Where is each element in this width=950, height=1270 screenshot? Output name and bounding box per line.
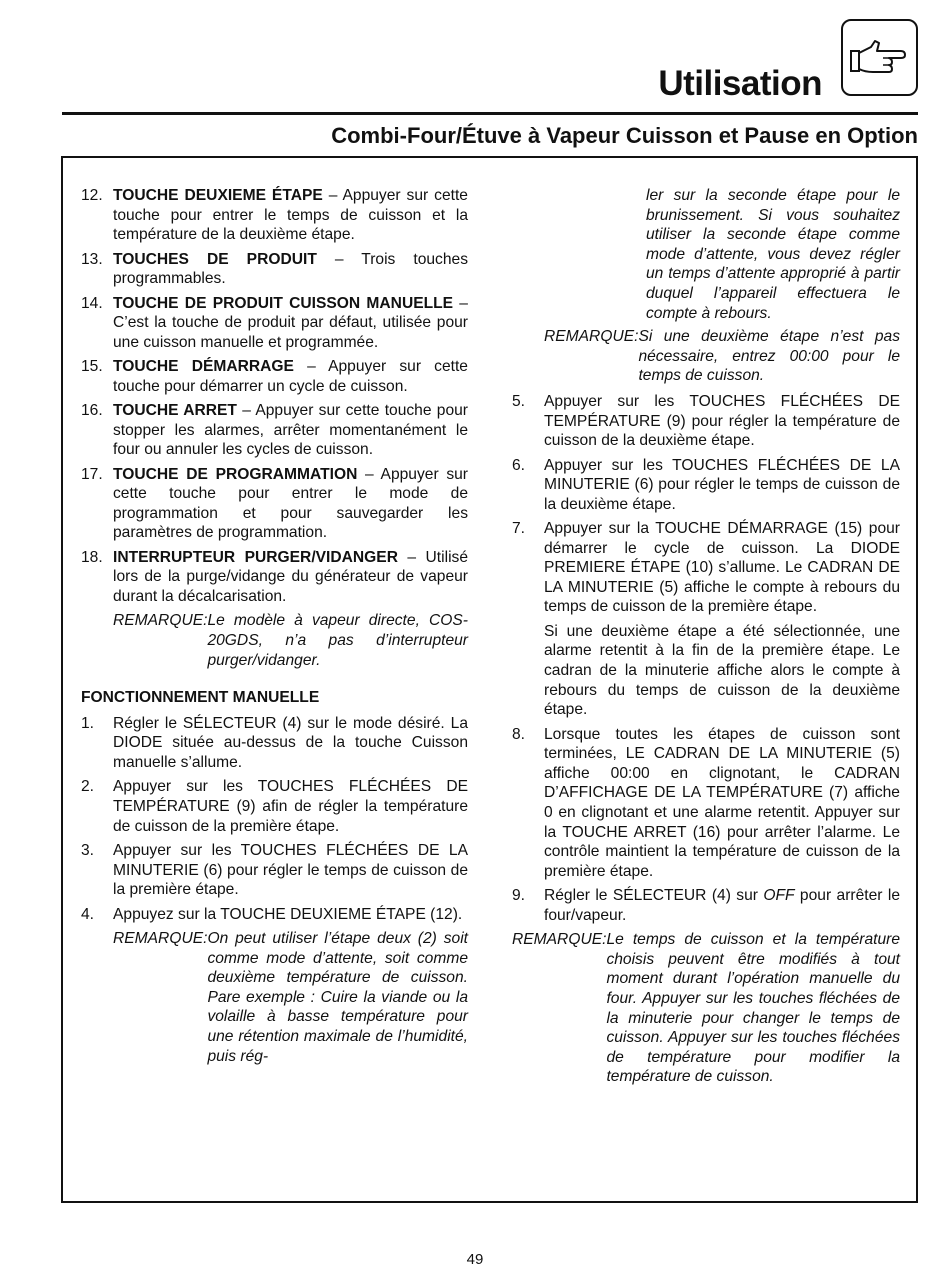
- step-text-off: OFF: [763, 887, 795, 905]
- list-item: [81, 250, 468, 289]
- remark-note: [81, 611, 468, 670]
- step-item: [512, 886, 900, 925]
- step-number: 9.: [512, 887, 526, 905]
- item-number: 13.: [81, 250, 103, 268]
- remark-label: REMARQUE:: [113, 929, 208, 947]
- step-text: Appuyez sur la TOUCHE DEUXIEME ÉTAPE (12).: [113, 905, 463, 923]
- list-item: [81, 186, 468, 245]
- step-text: Appuyer sur les TOUCHES FLÉCHÉES DE TEMPÉRATURE (9) pour régler la température de cuisson de la deuxième étape.: [544, 392, 900, 450]
- remark-text: Le temps de cuisson et la température choisis peuvent être modifiés à tout moment durant l’opération manuelle du four. Appuyer sur les touches fléchées de la minuterie pour changer le temps de cuisson. Appuyer sur les touches fléchées de température pour modifier la température de cuisson.: [606, 931, 900, 1086]
- remark-label: REMARQUE:: [113, 612, 208, 630]
- item-text: – Appuyer sur cette touche pour entrer le temps de cuisson et la température de la deuxième étape.: [113, 187, 468, 244]
- right-column: [512, 186, 900, 1093]
- item-label: INTERRUPTEUR PURGER/VIDANGER: [113, 548, 398, 566]
- remark-text: Si une deuxième étape n’est pas nécessaire, entrez 00:00 pour le temps de cuisson.: [638, 328, 900, 385]
- step-text: Régler le SÉLECTEUR (4) sur le mode désiré. La DIODE située au-dessus de la touche Cuisson manuelle s’allume.: [113, 714, 468, 772]
- step-text: Appuyer sur les TOUCHES FLÉCHÉES DE LA MINUTERIE (6) pour régler le temps de cuisson de la première étape.: [113, 841, 468, 899]
- remark-text: On peut utiliser l’étape deux (2) soit comme mode d’attente, soit comme deuxième température de cuisson. Pare exemple : Cuire la viande ou la volaille à basse température pour une rétention maximale de l’humidité, puis rég-: [207, 929, 468, 1065]
- step-number: 2.: [81, 778, 95, 796]
- step-item: [512, 519, 900, 617]
- item-number: 15.: [81, 358, 103, 376]
- item-number: 18.: [81, 548, 103, 566]
- item-text: – Appuyer sur cette touche pour stopper les alarmes, arrêter momentanément le four ou annuler les cycles de cuisson.: [113, 402, 468, 459]
- item-label: TOUCHE ARRET: [113, 402, 237, 420]
- step-number: 8.: [512, 725, 526, 743]
- item-number: 14.: [81, 294, 103, 312]
- list-item: [81, 548, 468, 607]
- item-text: – Appuyer sur cette touche pour démarrer un cycle de cuisson.: [113, 358, 468, 395]
- step-number: 3.: [81, 841, 95, 859]
- item-label: TOUCHE DÉMARRAGE: [113, 358, 294, 376]
- item-number: 16.: [81, 402, 103, 420]
- remark-note: [512, 930, 900, 1087]
- remark-continuation: ler sur la seconde étape pour le brunissement. Si vous souhaitez utiliser la seconde étape comme mode d’attente, vous devez régler un temps d’attente approprié à partir duquel l’appareil effectuera le compte à rebours.: [646, 187, 900, 322]
- item-label: TOUCHE DEUXIEME ÉTAPE: [113, 187, 323, 204]
- item-label: TOUCHES DE PRODUIT: [113, 250, 317, 268]
- step-number: 4.: [81, 905, 95, 923]
- item-number: 17.: [81, 465, 103, 483]
- step-item: [512, 456, 900, 515]
- header-rule: [62, 112, 918, 115]
- list-item: [81, 465, 468, 543]
- list-item: [81, 401, 468, 460]
- page-title: Utilisation: [658, 64, 822, 103]
- section-heading: FONCTIONNEMENT MANUELLE: [81, 689, 320, 707]
- list-item: [81, 294, 468, 353]
- step-item: [512, 725, 900, 882]
- item-text: – C’est la touche de produit par défaut, utilisée pour une cuisson manuelle et programmée.: [113, 294, 468, 351]
- step-item: [81, 841, 468, 900]
- step-number: 7.: [512, 520, 526, 538]
- item-number: 12.: [81, 187, 103, 204]
- step-text: Lorsque toutes les étapes de cuisson sont terminées, LE CADRAN DE LA MINUTERIE (5) affiche 00:00 en clignotant, le CADRAN D’AFFICHAGE DE LA TEMPÉRATURE (7) affiche 0 en clignotant et une alarme retentit. Appuyer sur la TOUCHE ARRET (16) pour arrêter l’alarme. Le contrôle maintient la température de cuisson de la première étape.: [544, 725, 900, 880]
- item-text: – Trois touches programmables.: [113, 250, 468, 288]
- step-text: Appuyer sur la TOUCHE DÉMARRAGE (15) pour démarrer le cycle de cuisson. La DIODE PREMIERE ÉTAPE (10) s’allume. Le CADRAN DE LA MINUTERIE (5) affiche le compte à rebours du temps de cuisson de la première étape.: [544, 520, 900, 616]
- step-item: [81, 777, 468, 836]
- step-number: 1.: [81, 714, 95, 732]
- step-paragraph: [512, 622, 900, 720]
- list-item: [81, 357, 468, 396]
- step-text: pour arrêter le four/vapeur.: [544, 887, 900, 924]
- item-text: – Appuyer sur cette touche pour entrer le mode de programmation et pour sauvegarder les paramètres de programmation.: [113, 465, 468, 542]
- step-item: [512, 392, 900, 451]
- remark-note: [512, 327, 900, 386]
- step-item: [81, 905, 468, 925]
- section-subtitle: Combi-Four/Étuve à Vapeur Cuisson et Pause en Option: [331, 123, 918, 148]
- item-text: – Utilisé lors de la purge/vidange du générateur de vapeur durant la décalcarisation.: [113, 548, 469, 606]
- remark-text: Le modèle à vapeur directe, COS-20GDS, n’a pas d’interrupteur purger/vidanger.: [207, 612, 468, 669]
- step-item: [81, 714, 468, 773]
- page-number: 49: [466, 1251, 484, 1268]
- step-number: 5.: [512, 392, 526, 410]
- item-label: TOUCHE DE PRODUIT CUISSON MANUELLE: [113, 294, 454, 312]
- remark-label: REMARQUE:: [512, 931, 607, 949]
- step-number: 6.: [512, 456, 526, 474]
- remark-label: REMARQUE:: [544, 328, 639, 346]
- step-text: Régler le SÉLECTEUR (4) sur: [544, 887, 764, 905]
- remark-note: [81, 929, 468, 1066]
- left-column: [81, 186, 468, 1072]
- step-paragraph-text: Si une deuxième étape a été sélectionnée, une alarme retentit à la fin de la première étape. Le cadran de la minuterie affiche alors le compte à rebours du temps de cuisson de la deuxième étape.: [544, 622, 900, 719]
- step-text: Appuyer sur les TOUCHES FLÉCHÉES DE TEMPÉRATURE (9) afin de régler la température de cuisson de la première étape.: [113, 778, 468, 835]
- item-label: TOUCHE DE PROGRAMMATION: [113, 465, 358, 483]
- pointing-hand-icon: [841, 19, 918, 96]
- step-text: Appuyer sur les TOUCHES FLÉCHÉES DE LA MINUTERIE (6) pour régler le temps de cuisson de la deuxième étape.: [544, 456, 900, 513]
